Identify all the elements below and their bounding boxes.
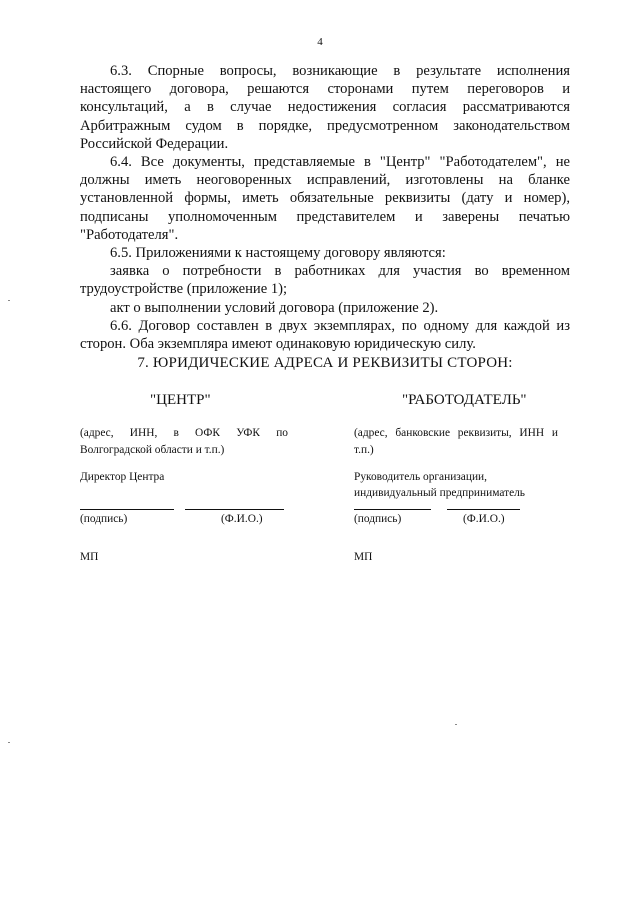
center-signature-label: (подпись): [80, 513, 128, 525]
scan-dot: [455, 724, 457, 725]
employer-signature-label: (подпись): [354, 513, 402, 525]
employer-position-line-2: индивидуальный предприниматель: [354, 487, 525, 499]
section-7-title: 7. ЮРИДИЧЕСКИЕ АДРЕСА И РЕКВИЗИТЫ СТОРОН:: [137, 355, 513, 371]
center-position: Директор Центра: [80, 471, 165, 483]
appendix-item-1: заявка о потребности в работниках для участия во временном трудоустройстве (приложение 1);: [80, 263, 570, 298]
employer-name-line: [447, 509, 520, 510]
employer-address-line-2: т.п.): [354, 444, 374, 456]
contract-clauses: [80, 62, 570, 353]
center-signature-line: [80, 509, 174, 510]
page-number: 4: [317, 36, 323, 48]
employer-address-line-1: (адрес, банковские реквизиты, ИНН и: [354, 427, 558, 439]
scan-dot: [8, 742, 10, 743]
scan-dot: [8, 300, 10, 301]
center-title: "ЦЕНТР": [150, 392, 211, 408]
employer-position-line-1: Руководитель организации,: [354, 471, 487, 483]
clause-6-3: 6.3. Спорные вопросы, возникающие в результате исполнения настоящего договора, решаются сторонами путем переговоров и консультаций, а в случае недостижения согласия рассматриваются Арбитражным судом в порядке, предусмотренном законодательством Российской Федерации.: [80, 63, 570, 152]
center-address-line-1: (адрес, ИНН, в ОФК УФК по: [80, 427, 288, 439]
center-address-line-2: Волгоградской области и т.п.): [80, 444, 225, 456]
clause-6-5: 6.5. Приложениями к настоящему договору являются:: [110, 245, 446, 262]
clause-6-6: 6.6. Договор составлен в двух экземплярах, по одному для каждой из сторон. Оба экземпляра имеют одинаковую юридическую силу.: [80, 317, 570, 353]
center-name-line: [185, 509, 284, 510]
employer-seal: МП: [354, 551, 373, 563]
center-name-label: (Ф.И.О.): [221, 513, 263, 525]
appendix-item-2: акт о выполнении условий договора (приложение 2).: [110, 299, 439, 316]
employer-title: "РАБОТОДАТЕЛЬ": [402, 392, 527, 408]
center-seal: МП: [80, 551, 99, 563]
employer-name-label: (Ф.И.О.): [463, 513, 505, 525]
clause-6-4: 6.4. Все документы, представляемые в "Центр" "Работодателем", не должны иметь неоговоренных исправлений, изготовлены на бланке установленной формы, иметь обязательные реквизиты (дату и номер), подписаны уполномоченным представителем и заверены печатью "Работодателя".: [80, 154, 570, 243]
employer-signature-line: [354, 509, 431, 510]
